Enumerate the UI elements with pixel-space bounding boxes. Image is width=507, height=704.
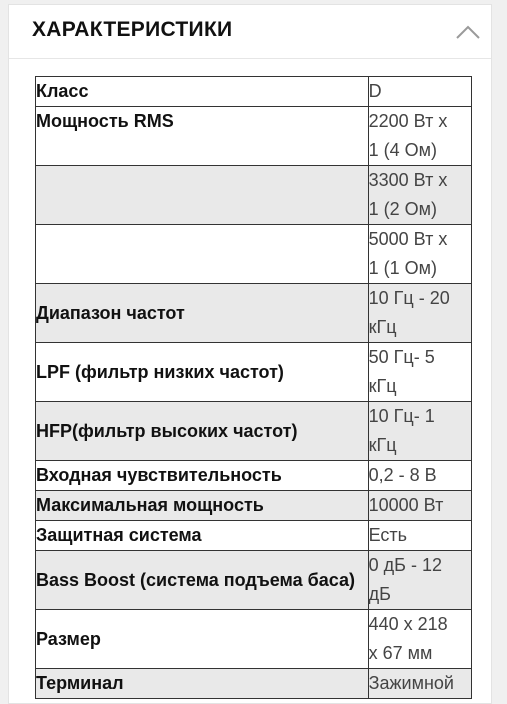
spec-label: Входная чувствительность <box>36 461 369 491</box>
spec-value-line: 10 Гц- 1 <box>368 406 435 426</box>
spec-value <box>368 669 471 699</box>
spec-value-line: кГц <box>368 376 397 396</box>
spec-value <box>368 461 471 491</box>
spec-value <box>368 521 471 551</box>
spec-value-line: 10 Гц - 20 <box>368 288 450 308</box>
table-row <box>36 166 472 225</box>
spec-value <box>368 77 471 107</box>
spec-value-line: х 67 мм <box>368 643 433 663</box>
table-row <box>36 521 472 551</box>
spec-value-line: дБ <box>368 584 391 604</box>
spec-value <box>368 166 471 225</box>
spec-label <box>36 225 369 284</box>
spec-label: Мощность RMS <box>36 107 369 166</box>
spec-label: Размер <box>36 610 369 669</box>
section-title: ХАРАКТЕРИСТИКИ <box>32 18 233 41</box>
section-header[interactable] <box>9 5 491 59</box>
spec-value <box>368 551 471 610</box>
spec-value <box>368 491 471 521</box>
spec-value <box>368 343 471 402</box>
spec-value-line: 5000 Вт х <box>368 229 448 249</box>
spec-value <box>368 107 471 166</box>
spec-label: HFP(фильтр высоких частот) <box>36 402 369 461</box>
spec-value-line: 3300 Вт х <box>368 170 448 190</box>
table-row <box>36 669 472 699</box>
spec-value-line: 1 (2 Ом) <box>368 199 438 219</box>
spec-label: Терминал <box>36 669 369 699</box>
spec-value-line: D <box>368 81 382 101</box>
table-row <box>36 551 472 610</box>
spec-value <box>368 284 471 343</box>
table-row <box>36 402 472 461</box>
spec-value-line: 440 х 218 <box>368 614 448 634</box>
table-row <box>36 225 472 284</box>
spec-label: Максимальная мощность <box>36 491 369 521</box>
characteristics-panel <box>8 4 492 704</box>
spec-value-line: 0,2 - 8 В <box>368 465 437 485</box>
spec-value <box>368 402 471 461</box>
spec-label: Диапазон частот <box>36 284 369 343</box>
spec-value-line: 0 дБ - 12 <box>368 555 442 575</box>
spec-value-line: кГц <box>368 317 397 337</box>
table-row <box>36 461 472 491</box>
spec-value-line: Зажимной <box>368 673 454 693</box>
spec-value-line: 50 Гц- 5 <box>368 347 435 367</box>
spec-label: Bass Boost (система подъема баса) <box>36 551 369 610</box>
spec-label: Класс <box>36 77 369 107</box>
spec-label: Защитная система <box>36 521 369 551</box>
spec-label: LPF (фильтр низких частот) <box>36 343 369 402</box>
table-row <box>36 343 472 402</box>
table-row <box>36 107 472 166</box>
table-row <box>36 491 472 521</box>
spec-value-line: 1 (4 Ом) <box>368 140 438 160</box>
chevron-up-icon[interactable] <box>455 23 481 41</box>
spec-value-line: 1 (1 Ом) <box>368 258 438 278</box>
spec-value <box>368 225 471 284</box>
spec-value-line: 10000 Вт <box>368 495 444 515</box>
table-row <box>36 77 472 107</box>
specs-table <box>35 76 472 699</box>
table-row <box>36 284 472 343</box>
spec-label <box>36 166 369 225</box>
table-row <box>36 610 472 669</box>
spec-value-line: Есть <box>368 525 408 545</box>
spec-value-line: 2200 Вт х <box>368 111 448 131</box>
spec-value <box>368 610 471 669</box>
spec-value-line: кГц <box>368 435 397 455</box>
